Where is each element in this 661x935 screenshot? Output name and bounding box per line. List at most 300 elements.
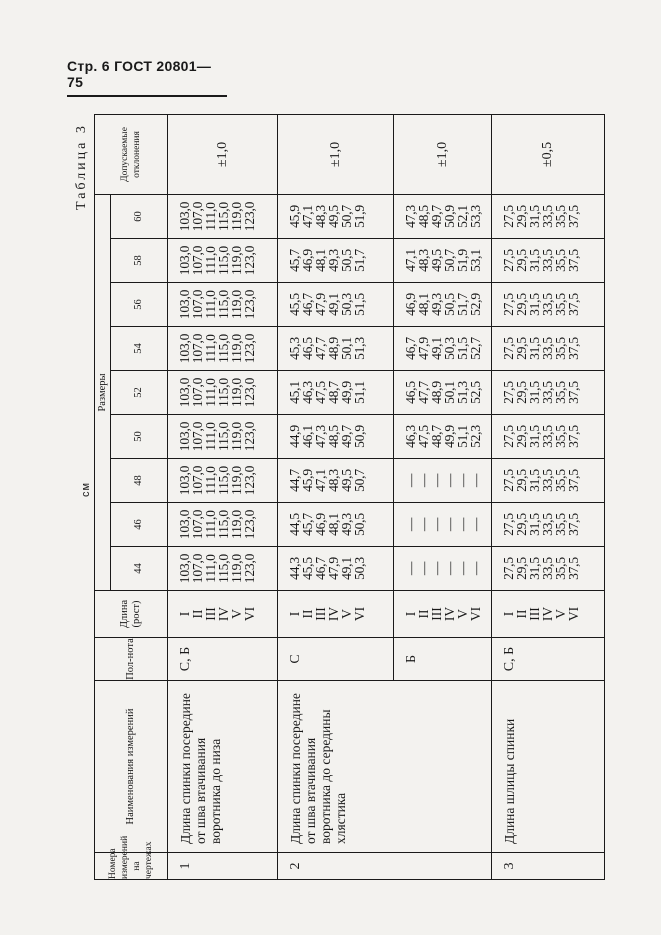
value-line: 31,5 bbox=[527, 425, 542, 448]
height-line: V bbox=[339, 609, 354, 619]
value-line: 29,5 bbox=[514, 469, 529, 492]
size-values-cell bbox=[492, 327, 605, 371]
value-line: 48,3 bbox=[326, 469, 341, 492]
size-values-cell bbox=[168, 239, 278, 283]
height-line: V bbox=[553, 609, 568, 619]
value-line: — bbox=[429, 473, 444, 488]
value-line: 49,3 bbox=[339, 513, 354, 536]
value-line: 51,5 bbox=[352, 293, 367, 316]
col-sizes-header: Размеры bbox=[95, 194, 111, 590]
value-line: 51,1 bbox=[352, 381, 367, 404]
value-line: 49,5 bbox=[429, 249, 444, 272]
value-line: 29,5 bbox=[514, 513, 529, 536]
value-line: 111,0 bbox=[203, 554, 218, 583]
size-values-cell bbox=[492, 459, 605, 503]
table-row bbox=[278, 114, 394, 879]
value-line: 119,0 bbox=[229, 554, 244, 583]
value-line: 44,3 bbox=[287, 557, 302, 580]
value-line: 47,5 bbox=[313, 381, 328, 404]
value-line: 45,3 bbox=[287, 337, 302, 360]
value-line: — bbox=[468, 473, 483, 488]
value-line: 48,9 bbox=[429, 381, 444, 404]
row-heights bbox=[168, 591, 278, 638]
value-line: 46,3 bbox=[300, 381, 315, 404]
value-line: — bbox=[429, 561, 444, 576]
value-line: 33,5 bbox=[540, 513, 555, 536]
value-line: 49,5 bbox=[339, 469, 354, 492]
value-line: 49,9 bbox=[339, 381, 354, 404]
unit-label: см bbox=[80, 481, 92, 497]
height-line: IV bbox=[442, 606, 457, 622]
value-line: 48,1 bbox=[416, 293, 431, 316]
height-line: I bbox=[501, 611, 516, 617]
value-line: 47,9 bbox=[416, 337, 431, 360]
value-line: 51,3 bbox=[352, 337, 367, 360]
size-header: 52 bbox=[111, 371, 168, 415]
size-values-cell bbox=[168, 459, 278, 503]
value-line: 31,5 bbox=[527, 557, 542, 580]
value-line: 107,0 bbox=[190, 245, 205, 276]
height-line: I bbox=[177, 611, 192, 617]
value-line: 123,0 bbox=[242, 289, 257, 320]
value-line: 46,1 bbox=[300, 425, 315, 448]
value-line: 29,5 bbox=[514, 557, 529, 580]
height-line: VI bbox=[566, 606, 581, 622]
value-line: 48,1 bbox=[313, 249, 328, 272]
size-values-cell bbox=[394, 503, 492, 547]
value-line: 50,5 bbox=[442, 293, 457, 316]
value-line: 37,5 bbox=[566, 205, 581, 228]
value-line: 33,5 bbox=[540, 381, 555, 404]
size-values-cell bbox=[278, 327, 394, 371]
value-line: 49,1 bbox=[429, 337, 444, 360]
value-line: 119,0 bbox=[229, 290, 244, 319]
value-line: — bbox=[455, 561, 470, 576]
value-line: 27,5 bbox=[501, 557, 516, 580]
value-line: 115,0 bbox=[216, 510, 231, 539]
value-line: 107,0 bbox=[190, 553, 205, 584]
value-line: 27,5 bbox=[501, 469, 516, 492]
value-line: — bbox=[442, 473, 457, 488]
value-line: 50,7 bbox=[352, 469, 367, 492]
value-line: 50,7 bbox=[339, 205, 354, 228]
value-line: 50,3 bbox=[352, 557, 367, 580]
row-heights bbox=[492, 591, 605, 638]
value-line: 47,7 bbox=[313, 337, 328, 360]
value-line: 29,5 bbox=[514, 205, 529, 228]
height-line: III bbox=[313, 607, 328, 621]
value-line: 50,1 bbox=[339, 337, 354, 360]
size-values-cell bbox=[168, 415, 278, 459]
row-fullness: С, Б bbox=[492, 638, 605, 681]
value-line: — bbox=[468, 517, 483, 532]
value-line: 27,5 bbox=[501, 381, 516, 404]
size-values-cell bbox=[278, 194, 394, 238]
value-line: 51,9 bbox=[352, 205, 367, 228]
size-values-cell bbox=[492, 415, 605, 459]
value-line: 45,7 bbox=[300, 513, 315, 536]
value-line: 35,5 bbox=[553, 205, 568, 228]
value-line: 52,3 bbox=[468, 425, 483, 448]
value-line: — bbox=[442, 517, 457, 532]
height-line: VI bbox=[352, 606, 367, 622]
row-tolerance: ±1,0 bbox=[394, 114, 492, 194]
height-line: III bbox=[203, 607, 218, 621]
value-line: 37,5 bbox=[566, 337, 581, 360]
size-values-cell bbox=[394, 327, 492, 371]
value-line: 48,7 bbox=[326, 381, 341, 404]
value-line: 51,7 bbox=[352, 249, 367, 272]
size-values-cell bbox=[394, 283, 492, 327]
value-line: — bbox=[455, 517, 470, 532]
value-line: 47,9 bbox=[326, 557, 341, 580]
size-values-cell bbox=[394, 239, 492, 283]
value-line: 107,0 bbox=[190, 509, 205, 540]
value-line: 27,5 bbox=[501, 513, 516, 536]
row-fullness: С, Б bbox=[168, 638, 278, 681]
row-heights bbox=[278, 591, 394, 638]
value-line: 52,1 bbox=[455, 205, 470, 228]
col-name-header: Наименования измерений bbox=[95, 681, 168, 853]
value-line: 111,0 bbox=[203, 422, 218, 451]
value-line: 35,5 bbox=[553, 425, 568, 448]
height-line: IV bbox=[326, 606, 341, 622]
value-line: 46,9 bbox=[313, 513, 328, 536]
value-line: 33,5 bbox=[540, 249, 555, 272]
value-line: 51,5 bbox=[455, 337, 470, 360]
value-line: 46,3 bbox=[403, 425, 418, 448]
value-line: 45,5 bbox=[287, 293, 302, 316]
row-number: 3 bbox=[492, 853, 605, 880]
size-values-cell bbox=[394, 459, 492, 503]
value-line: 35,5 bbox=[553, 513, 568, 536]
value-line: 47,5 bbox=[416, 425, 431, 448]
value-line: 115,0 bbox=[216, 246, 231, 275]
row-name: Длина спинки посередине от шва втачивания воротника до низа bbox=[168, 681, 278, 853]
size-values-cell bbox=[492, 194, 605, 238]
value-line: 27,5 bbox=[501, 337, 516, 360]
size-header: 50 bbox=[111, 415, 168, 459]
value-line: 33,5 bbox=[540, 557, 555, 580]
value-line: 46,5 bbox=[300, 337, 315, 360]
value-line: 37,5 bbox=[566, 293, 581, 316]
value-line: 123,0 bbox=[242, 465, 257, 496]
value-line: 33,5 bbox=[540, 205, 555, 228]
value-line: 115,0 bbox=[216, 466, 231, 495]
value-line: 48,3 bbox=[313, 205, 328, 228]
height-line: V bbox=[455, 609, 470, 619]
size-values-cell bbox=[168, 194, 278, 238]
value-line: 31,5 bbox=[527, 469, 542, 492]
value-line: 50,3 bbox=[442, 337, 457, 360]
value-line: 47,7 bbox=[416, 381, 431, 404]
value-line: 29,5 bbox=[514, 249, 529, 272]
row-heights bbox=[394, 591, 492, 638]
measurements-table bbox=[94, 115, 602, 880]
value-line: 48,5 bbox=[416, 205, 431, 228]
value-line: 47,9 bbox=[313, 293, 328, 316]
row-tolerance: ±1,0 bbox=[168, 114, 278, 194]
height-line: II bbox=[300, 609, 315, 619]
value-line: 48,3 bbox=[416, 249, 431, 272]
value-line: — bbox=[455, 473, 470, 488]
value-line: 115,0 bbox=[216, 334, 231, 363]
value-line: 115,0 bbox=[216, 202, 231, 231]
value-line: 46,9 bbox=[403, 293, 418, 316]
value-line: 49,9 bbox=[442, 425, 457, 448]
row-name: Длина спинки посередине от шва втачивания воротника до середины хлястика bbox=[278, 681, 492, 853]
table-row bbox=[168, 114, 278, 879]
value-line: 119,0 bbox=[229, 334, 244, 363]
height-line: II bbox=[416, 609, 431, 619]
col-fullness-header: Пол-нота bbox=[95, 638, 168, 681]
value-line: 50,9 bbox=[352, 425, 367, 448]
value-line: 37,5 bbox=[566, 469, 581, 492]
value-line: 103,0 bbox=[177, 553, 192, 584]
value-line: 50,1 bbox=[442, 381, 457, 404]
value-line: 103,0 bbox=[177, 509, 192, 540]
table-row bbox=[492, 114, 605, 879]
size-header: 60 bbox=[111, 194, 168, 238]
size-header: 48 bbox=[111, 459, 168, 503]
value-line: 46,5 bbox=[403, 381, 418, 404]
value-line: 123,0 bbox=[242, 245, 257, 276]
height-line: III bbox=[429, 607, 444, 621]
value-line: 49,7 bbox=[429, 205, 444, 228]
table-caption: Таблица 3 bbox=[74, 123, 89, 210]
size-values-cell bbox=[394, 194, 492, 238]
value-line: 49,5 bbox=[326, 205, 341, 228]
value-line: 27,5 bbox=[501, 205, 516, 228]
value-line: 37,5 bbox=[566, 425, 581, 448]
value-line: 52,5 bbox=[468, 381, 483, 404]
value-line: 49,3 bbox=[326, 249, 341, 272]
row-number: 2 bbox=[278, 853, 492, 880]
value-line: 103,0 bbox=[177, 289, 192, 320]
value-line: 49,3 bbox=[429, 293, 444, 316]
value-line: 111,0 bbox=[203, 202, 218, 231]
value-line: 35,5 bbox=[553, 381, 568, 404]
value-line: 47,3 bbox=[313, 425, 328, 448]
size-values-cell bbox=[394, 415, 492, 459]
size-values-cell bbox=[278, 415, 394, 459]
value-line: 115,0 bbox=[216, 290, 231, 319]
value-line: 37,5 bbox=[566, 381, 581, 404]
size-values-cell bbox=[492, 503, 605, 547]
value-line: 49,7 bbox=[339, 425, 354, 448]
size-header: 54 bbox=[111, 327, 168, 371]
value-line: 48,7 bbox=[429, 425, 444, 448]
value-line: 46,7 bbox=[313, 557, 328, 580]
size-values-cell bbox=[278, 459, 394, 503]
size-header: 56 bbox=[111, 283, 168, 327]
value-line: 119,0 bbox=[229, 378, 244, 407]
value-line: — bbox=[416, 473, 431, 488]
size-values-cell bbox=[492, 547, 605, 591]
value-line: 115,0 bbox=[216, 422, 231, 451]
value-line: 51,3 bbox=[455, 381, 470, 404]
size-values-cell bbox=[394, 547, 492, 591]
size-header: 44 bbox=[111, 547, 168, 591]
value-line: 33,5 bbox=[540, 293, 555, 316]
value-line: 52,7 bbox=[468, 337, 483, 360]
value-line: — bbox=[416, 561, 431, 576]
value-line: 49,1 bbox=[339, 557, 354, 580]
col-tolerance-header: Допускаемые отклонения bbox=[95, 114, 168, 194]
value-line: 119,0 bbox=[229, 202, 244, 231]
col-height-header: Длина (рост) bbox=[95, 591, 168, 638]
value-line: 31,5 bbox=[527, 293, 542, 316]
value-line: 47,1 bbox=[313, 469, 328, 492]
value-line: 103,0 bbox=[177, 333, 192, 364]
size-header: 58 bbox=[111, 239, 168, 283]
value-line: 51,9 bbox=[455, 249, 470, 272]
value-line: 46,9 bbox=[300, 249, 315, 272]
value-line: 33,5 bbox=[540, 469, 555, 492]
value-line: 45,9 bbox=[300, 469, 315, 492]
height-line: I bbox=[287, 611, 302, 617]
row-name: Длина шлицы спинки bbox=[492, 681, 605, 853]
value-line: 50,3 bbox=[339, 293, 354, 316]
value-line: 35,5 bbox=[553, 293, 568, 316]
row-tolerance: ±0,5 bbox=[492, 114, 605, 194]
height-line: VI bbox=[468, 606, 483, 622]
row-tolerance: ±1,0 bbox=[278, 114, 394, 194]
page-header: Стр. 6 ГОСТ 20801—75 bbox=[67, 58, 227, 97]
value-line: 111,0 bbox=[203, 290, 218, 319]
size-values-cell bbox=[278, 239, 394, 283]
value-line: 52,9 bbox=[468, 293, 483, 316]
value-line: 47,1 bbox=[300, 205, 315, 228]
value-line: 50,7 bbox=[442, 249, 457, 272]
size-values-cell bbox=[168, 283, 278, 327]
value-line: 107,0 bbox=[190, 465, 205, 496]
value-line: 107,0 bbox=[190, 421, 205, 452]
value-line: 53,3 bbox=[468, 205, 483, 228]
value-line: 107,0 bbox=[190, 377, 205, 408]
value-line: 107,0 bbox=[190, 333, 205, 364]
row-fullness: С bbox=[278, 638, 394, 681]
height-line: V bbox=[229, 609, 244, 619]
value-line: 44,7 bbox=[287, 469, 302, 492]
size-values-cell bbox=[168, 547, 278, 591]
value-line: 123,0 bbox=[242, 553, 257, 584]
value-line: 123,0 bbox=[242, 377, 257, 408]
value-line: 119,0 bbox=[229, 466, 244, 495]
value-line: 111,0 bbox=[203, 466, 218, 495]
value-line: 123,0 bbox=[242, 201, 257, 232]
value-line: 35,5 bbox=[553, 337, 568, 360]
value-line: 103,0 bbox=[177, 377, 192, 408]
value-line: 29,5 bbox=[514, 381, 529, 404]
value-line: 29,5 bbox=[514, 293, 529, 316]
row-fullness: Б bbox=[394, 638, 492, 681]
value-line: 45,7 bbox=[287, 249, 302, 272]
value-line: 107,0 bbox=[190, 201, 205, 232]
value-line: 119,0 bbox=[229, 422, 244, 451]
value-line: 48,9 bbox=[326, 337, 341, 360]
value-line: 111,0 bbox=[203, 510, 218, 539]
size-values-cell bbox=[278, 547, 394, 591]
size-values-cell bbox=[168, 503, 278, 547]
value-line: 31,5 bbox=[527, 513, 542, 536]
value-line: 33,5 bbox=[540, 425, 555, 448]
value-line: 44,9 bbox=[287, 425, 302, 448]
value-line: 51,1 bbox=[455, 425, 470, 448]
value-line: 115,0 bbox=[216, 378, 231, 407]
value-line: 103,0 bbox=[177, 421, 192, 452]
value-line: 107,0 bbox=[190, 289, 205, 320]
value-line: 35,5 bbox=[553, 469, 568, 492]
value-line: 48,1 bbox=[326, 513, 341, 536]
value-line: 123,0 bbox=[242, 421, 257, 452]
value-line: 44,5 bbox=[287, 513, 302, 536]
height-line: IV bbox=[216, 606, 231, 622]
height-line: II bbox=[190, 609, 205, 619]
value-line: 103,0 bbox=[177, 201, 192, 232]
value-line: 51,7 bbox=[455, 293, 470, 316]
value-line: 37,5 bbox=[566, 557, 581, 580]
value-line: 33,5 bbox=[540, 337, 555, 360]
size-values-cell bbox=[492, 239, 605, 283]
value-line: 123,0 bbox=[242, 509, 257, 540]
value-line: 27,5 bbox=[501, 293, 516, 316]
size-values-cell bbox=[168, 327, 278, 371]
value-line: 46,7 bbox=[403, 337, 418, 360]
value-line: 48,5 bbox=[326, 425, 341, 448]
value-line: 119,0 bbox=[229, 246, 244, 275]
value-line: 119,0 bbox=[229, 510, 244, 539]
size-header: 46 bbox=[111, 503, 168, 547]
height-line: VI bbox=[242, 606, 257, 622]
value-line: 47,3 bbox=[403, 205, 418, 228]
value-line: — bbox=[416, 517, 431, 532]
value-line: 50,5 bbox=[339, 249, 354, 272]
value-line: 111,0 bbox=[203, 334, 218, 363]
value-line: — bbox=[468, 561, 483, 576]
size-values-cell bbox=[278, 503, 394, 547]
height-line: IV bbox=[540, 606, 555, 622]
value-line: 27,5 bbox=[501, 425, 516, 448]
value-line: 35,5 bbox=[553, 557, 568, 580]
value-line: — bbox=[442, 561, 457, 576]
height-line: I bbox=[403, 611, 418, 617]
value-line: 47,1 bbox=[403, 249, 418, 272]
value-line: 111,0 bbox=[203, 378, 218, 407]
row-number: 1 bbox=[168, 853, 278, 880]
value-line: 31,5 bbox=[527, 205, 542, 228]
value-line: 37,5 bbox=[566, 249, 581, 272]
value-line: 50,5 bbox=[352, 513, 367, 536]
value-line: — bbox=[403, 517, 418, 532]
value-line: 37,5 bbox=[566, 513, 581, 536]
value-line: 46,7 bbox=[300, 293, 315, 316]
value-line: 53,1 bbox=[468, 249, 483, 272]
value-line: 31,5 bbox=[527, 249, 542, 272]
value-line: 29,5 bbox=[514, 425, 529, 448]
value-line: — bbox=[403, 473, 418, 488]
value-line: 29,5 bbox=[514, 337, 529, 360]
value-line: 31,5 bbox=[527, 381, 542, 404]
value-line: 45,1 bbox=[287, 381, 302, 404]
value-line: 45,9 bbox=[287, 205, 302, 228]
size-values-cell bbox=[278, 283, 394, 327]
size-values-cell bbox=[492, 371, 605, 415]
value-line: 103,0 bbox=[177, 465, 192, 496]
value-line: 45,5 bbox=[300, 557, 315, 580]
col-number-header: Номера измерений на чертежах bbox=[95, 853, 168, 880]
size-values-cell bbox=[394, 371, 492, 415]
